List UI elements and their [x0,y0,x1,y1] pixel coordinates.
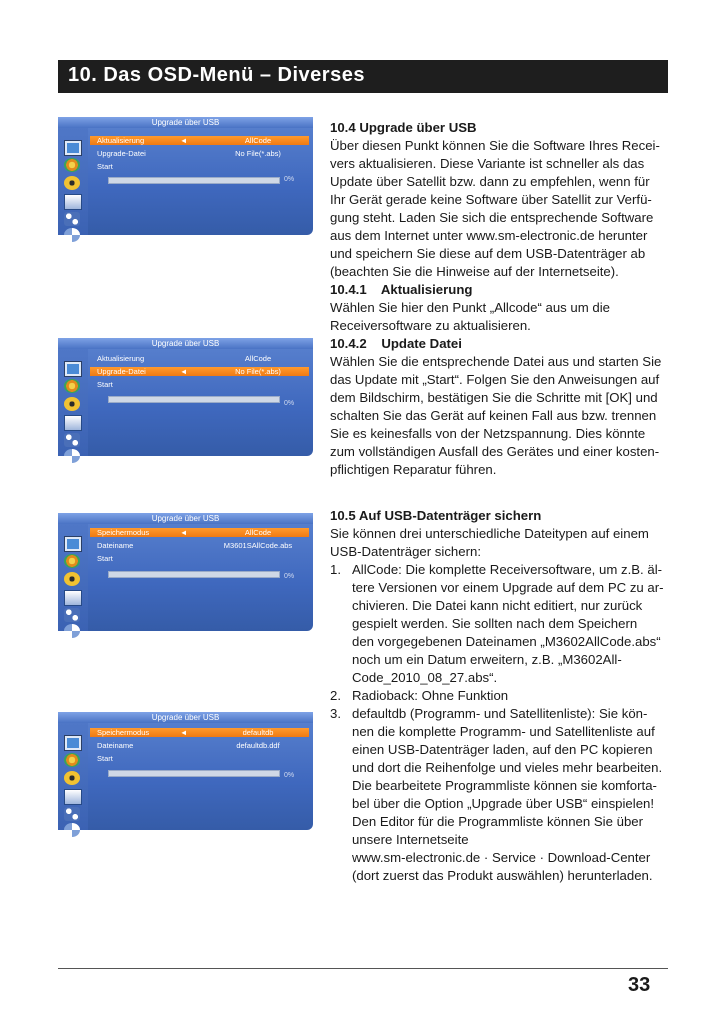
osd-screenshot-speichermodus-defaultdb [58,712,324,830]
osd-title: Upgrade über USB [151,514,220,523]
list-number: 3. [330,706,341,721]
monitor-icon [64,735,82,751]
list-line: unsere Internetseite [352,832,469,847]
text-block-upgrade [330,119,670,479]
network-icon [64,433,80,447]
paragraph-line: pflichtigen Reparatur führen. [330,462,497,477]
list-item-radioback [330,687,670,705]
osd-screenshot-upgrade-aktualisierung [58,117,324,235]
list-line: den vorgegebenen Dateinamen „M3602AllCode.abs“ [352,634,661,649]
osd-row-value: No File(*.abs) [235,149,281,158]
osd-row-dateiname [90,541,309,550]
section-title: 10. Das OSD-Menü – Diverses [68,64,365,86]
osd-menu-icons [58,349,88,456]
arrow-left-icon: ◄ [180,136,188,145]
arrow-right-icon: ► [316,528,324,537]
arrow-right-icon: ► [316,367,324,376]
osd-title: Upgrade über USB [151,713,220,722]
paragraph-line: Receiversoftware zu aktualisieren. [330,318,531,333]
disc-icon [64,554,80,568]
footer-divider [58,968,668,969]
arrow-right-icon: ► [316,136,324,145]
fan-icon [64,823,80,837]
osd-screenshot-upgrade-datei [58,338,324,456]
paragraph-line: vers aktualisieren. Diese Variante ist schneller als das [330,156,645,171]
osd-row-speichermodus [90,528,324,537]
list-number: 2. [330,688,341,703]
paragraph-line: dem Bildschirm, bestätigen Sie die Schritte mit [OK] und [330,390,658,405]
paragraph-line: (beachten Sie die Hinweise auf der Internetseite). [330,264,619,279]
folder-icon [64,415,82,431]
osd-row-label: Start [97,380,113,389]
osd-row-aktualisierung [90,136,324,145]
list-line: einen USB-Datenträger laden, auf den PC kopieren [352,742,653,757]
gear-icon [64,572,80,586]
monitor-icon [64,536,82,552]
osd-progress-bar [108,571,280,578]
osd-row-label: Dateiname [97,541,134,550]
folder-icon [64,789,82,805]
osd-row-label: Speichermodus [97,728,150,737]
paragraph-line: USB-Datenträger sichern: [330,544,481,559]
paragraph-line: Sie es keinesfalls von der Netzspannung. Dies könnte [330,426,646,441]
osd-row-label: Speichermodus [97,528,150,537]
osd-progress-bar [108,770,280,777]
list-line: chivieren. Die Datei kann nicht editiert, nur zurück [352,598,643,613]
arrow-left-icon: ◄ [180,728,188,737]
osd-row-label: Start [97,554,113,563]
osd-row-start [90,554,309,563]
osd-titlebar [58,712,313,723]
fan-icon [64,449,80,463]
arrow-left-icon: ◄ [180,367,188,376]
paragraph-line: Sie können drei unterschiedliche Dateitypen auf einem [330,526,649,541]
disc-icon [64,753,80,767]
paragraph-line: Ihr Gerät gerade keine Software über Satellit zur Verfü- [330,192,652,207]
osd-screenshot-speichermodus-allcode [58,513,324,631]
osd-row-speichermodus [90,728,324,737]
network-icon [64,212,80,226]
list-line: (dort zuerst das Produkt auswählen) herunterladen. [352,868,653,883]
osd-row-upgrade-datei [90,367,324,376]
osd-row-aktualisierung [90,354,309,363]
osd-menu-icons [58,723,88,830]
osd-row-value: AllCode [244,528,272,537]
osd-menu-icons [58,128,88,235]
osd-titlebar [58,338,313,349]
osd-row-value: M3601SAllCode.abs [223,541,293,550]
osd-row-start [90,754,309,763]
section-header [58,60,668,93]
osd-progress-value: 0% [284,772,295,779]
osd-progress-value: 0% [284,176,295,183]
osd-title: Upgrade über USB [151,339,220,348]
heading-10-4: 10.4 Upgrade über USB [330,120,477,135]
paragraph-line: und speichern Sie diese auf dem USB-Datenträger ab [330,246,646,261]
monitor-icon [64,140,82,156]
list-item-defaultdb [330,705,670,885]
osd-title: Upgrade über USB [151,118,220,127]
network-icon [64,608,80,622]
gear-icon [64,176,80,190]
disc-icon [64,379,80,393]
osd-row-label: Start [97,162,113,171]
list-line: tere Versionen vor einem Upgrade auf dem PC zu ar- [352,580,664,595]
list-item-allcode [330,561,670,687]
paragraph-line: das Update mit „Start“. Folgen Sie den Anweisungen auf [330,372,660,387]
osd-row-value: AllCode [244,354,272,363]
osd-menu-icons [58,524,88,631]
list-line: noch um ein Datum erweitern, z.B. „M3602All- [352,652,622,667]
list-line: gespielt werden. Sie sollten nach dem Speichern [352,616,638,631]
gear-icon [64,397,80,411]
paragraph-line: Update über Satellit bzw. dann zu empfehlen, wenn für [330,174,650,189]
osd-progress-value: 0% [284,573,295,580]
heading-10-4-1: 10.4.1 Aktualisierung [330,282,473,297]
list-line: defaultdb (Programm- und Satellitenliste): Sie kön- [352,706,648,721]
fan-icon [64,228,80,242]
osd-row-label: Upgrade-Datei [97,367,146,376]
list-line: bel über die Option „Upgrade über USB“ einspielen! [352,796,655,811]
heading-10-5: 10.5 Auf USB-Datenträger sichern [330,508,542,523]
osd-row-start [90,162,309,171]
osd-row-label: Dateiname [97,741,134,750]
monitor-icon [64,361,82,377]
list-line: Radioback: Ohne Funktion [352,688,509,703]
arrow-right-icon: ► [316,728,324,737]
list-line: Den Editor für die Programmliste können Sie über [352,814,644,829]
osd-row-label: Aktualisierung [97,354,145,363]
paragraph-line: gung steht. Laden Sie sich die entsprechende Software [330,210,654,225]
folder-icon [64,590,82,606]
osd-titlebar [58,513,313,524]
paragraph-line: Wählen Sie die entsprechende Datei aus und starten Sie [330,354,662,369]
osd-progress-bar [108,177,280,184]
folder-icon [64,194,82,210]
paragraph-line: schalten Sie das Gerät auf keinen Fall aus bzw. trennen [330,408,657,423]
paragraph-line: Über diesen Punkt können Sie die Software Ihres Recei- [330,138,660,153]
osd-progress-value: 0% [284,400,295,407]
list-line: Die bearbeitete Programmliste können sie komforta- [352,778,657,793]
list-line: nen die komplette Programm- und Satellitenliste auf [352,724,655,739]
page-number: 33 [628,974,651,996]
osd-row-start [90,380,309,389]
arrow-left-icon: ◄ [180,528,188,537]
list-number: 1. [330,562,341,577]
network-icon [64,807,80,821]
osd-row-label: Upgrade-Datei [97,149,146,158]
list-line: und dort die Reihenfolge und vieles mehr bearbeiten. [352,760,663,775]
osd-progress-bar [108,396,280,403]
osd-row-dateiname [90,741,309,750]
gear-icon [64,771,80,785]
osd-row-value: No File(*.abs) [235,367,281,376]
list-line: Code_2010_08_27.abs“. [352,670,498,685]
list-line: AllCode: Die komplette Receiversoftware, um z.B. äl- [352,562,663,577]
osd-row-label: Start [97,754,113,763]
paragraph-line: aus dem Internet unter www.sm-electronic.de herunter [330,228,648,243]
disc-icon [64,158,80,172]
osd-row-value: defaultdb [242,728,274,737]
osd-titlebar [58,117,313,128]
text-block-sichern [330,507,670,885]
osd-row-upgrade-datei [90,149,309,158]
list-line: www.sm-electronic.de · Service · Download-Center [352,850,651,865]
paragraph-line: Wählen Sie hier den Punkt „Allcode“ aus um die [330,300,611,315]
fan-icon [64,624,80,638]
osd-row-value: AllCode [244,136,272,145]
heading-10-4-2: 10.4.2 Update Datei [330,336,462,351]
osd-row-label: Aktualisierung [97,136,145,145]
paragraph-line: zum vollständigen Ausfall des Gerätes und einer kosten- [330,444,660,459]
osd-row-value: defaultdb.ddf [236,741,280,750]
